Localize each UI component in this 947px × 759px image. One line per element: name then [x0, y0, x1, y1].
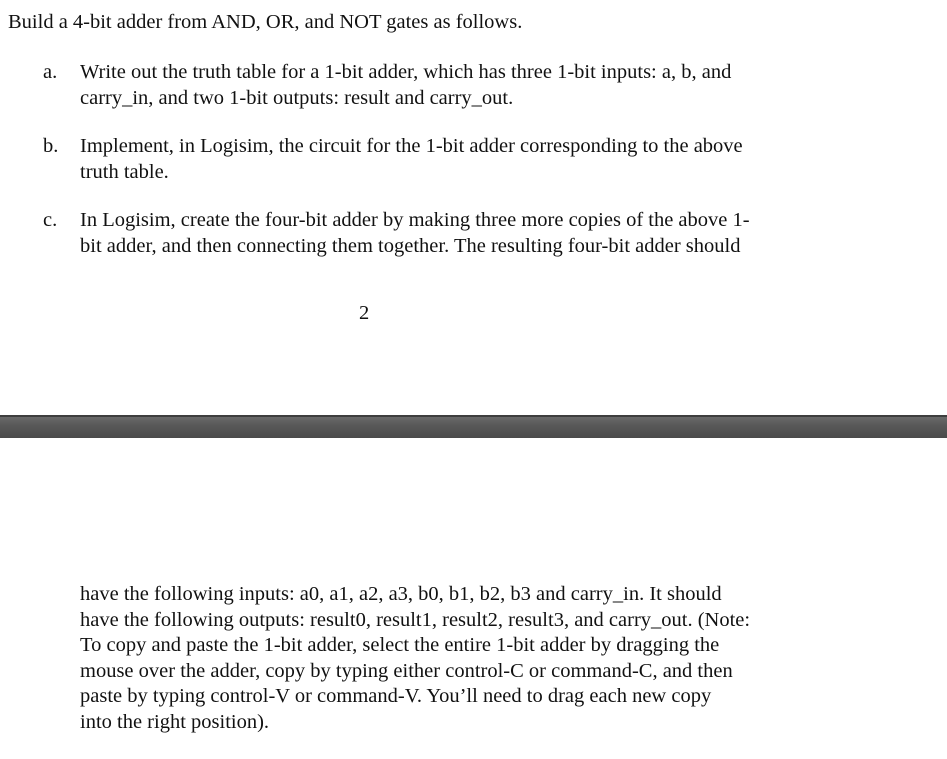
- list-item-c-text: [80, 208, 840, 259]
- text-line: carry_in, and two 1-bit outputs: result and carry_out.: [80, 86, 514, 109]
- text-line: have the following inputs: a0, a1, a2, a3, b0, b1, b2, b3 and carry_in. It should: [80, 583, 722, 605]
- text-line: mouse over the adder, copy by typing either control-C or command-C, and then: [80, 659, 733, 682]
- list-marker-a: a.: [43, 61, 58, 83]
- text-line: Implement, in Logisim, the circuit for the 1-bit adder corresponding to the above: [80, 135, 743, 157]
- text-line: into the right position).: [80, 710, 270, 733]
- list-marker-b: b.: [43, 135, 59, 157]
- page-number: 2: [359, 302, 370, 324]
- intro-paragraph: Build a 4-bit adder from AND, OR, and NOT gates as follows.: [8, 11, 523, 33]
- page-break-separator: [0, 415, 947, 438]
- text-line: truth table.: [80, 160, 169, 183]
- list-item-b-text: [80, 134, 840, 185]
- text-line: have the following outputs: result0, result1, result2, result3, and carry_out. (Note:: [80, 608, 751, 631]
- text-line: bit adder, and then connecting them together. The resulting four-bit adder should: [80, 234, 741, 257]
- list-item-a-text: [80, 60, 840, 111]
- document-page-2: [0, 438, 947, 759]
- list-marker-c: c.: [43, 209, 58, 231]
- page-break-edge: [0, 415, 947, 417]
- text-line: To copy and paste the 1-bit adder, select the entire 1-bit adder by dragging the: [80, 634, 720, 656]
- text-line: Write out the truth table for a 1-bit adder, which has three 1-bit inputs: a, b, and: [80, 61, 732, 83]
- list-item-c-continuation: [80, 582, 920, 735]
- text-line: In Logisim, create the four-bit adder by making three more copies of the above 1-: [80, 209, 750, 231]
- text-line: paste by typing control-V or command-V. You’ll need to drag each new copy: [80, 685, 712, 707]
